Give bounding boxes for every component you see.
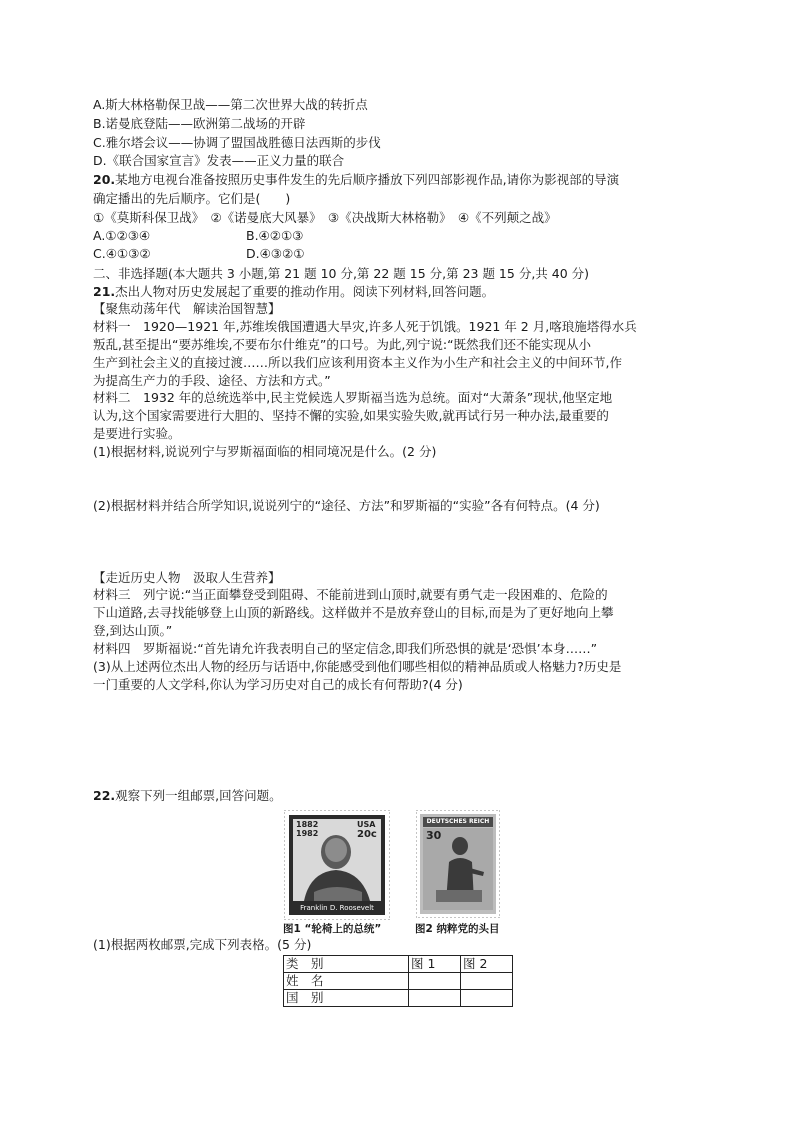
q21-material3-line3: 登,到达山顶。” bbox=[93, 623, 173, 638]
q21-intro-text: 杰出人物对历史发展起了重要的推动作用。阅读下列材料,回答问题。 bbox=[115, 284, 495, 299]
q19-option-d: D.《联合国家宣言》发表——正义力量的联合 bbox=[93, 153, 345, 168]
stamp1-year-top: 1882 bbox=[296, 820, 319, 829]
table-header-category: 类 别 bbox=[284, 956, 409, 973]
q21-material2-line3: 是要进行实验。 bbox=[93, 426, 181, 441]
stamp1-name: Franklin D. Roosevelt bbox=[300, 904, 374, 912]
q21-material4: 材料四 罗斯福说:“首先请允许我表明自己的坚定信念,即我们所恐惧的就是‘恐惧’本身……” bbox=[93, 641, 598, 656]
q20-stem-line2: 确定播出的先后顺序。它们是( ) bbox=[93, 191, 291, 206]
q20-option-b: B.④②①③ bbox=[246, 228, 304, 243]
q20-films: ①《莫斯科保卫战》 ②《诺曼底大风暴》 ③《决战斯大林格勒》 ④《不列颠之战》 bbox=[93, 210, 557, 225]
q21-material2-line2: 认为,这个国家需要进行大胆的、坚持不懈的实验,如果实验失败,就再试行另一种办法,最重要的 bbox=[93, 408, 609, 423]
q21-material1-line1: 材料一 1920—1921 年,苏维埃俄国遭遇大旱灾,许多人死于饥饿。1921 年 2 月,喀琅施塔得水兵 bbox=[93, 319, 637, 334]
table-cell-country-fig1[interactable] bbox=[409, 990, 461, 1007]
table-cell-name-fig1[interactable] bbox=[409, 973, 461, 990]
q20-number: 20. bbox=[93, 172, 116, 187]
table-row bbox=[284, 990, 513, 1007]
stamp1-year-bottom: 1982 bbox=[296, 829, 319, 838]
stamp-roosevelt bbox=[284, 810, 390, 920]
stamp2-country: DEUTSCHES REICH bbox=[426, 818, 490, 825]
q22-number: 22. bbox=[93, 788, 116, 803]
table-cell-country-fig2[interactable] bbox=[461, 990, 513, 1007]
q22-stem-text: 观察下列一组邮票,回答问题。 bbox=[115, 788, 282, 803]
section2-header: 二、非选择题(本大题共 3 小题,第 21 题 10 分,第 22 题 15 分,第 23 题 15 分,共 40 分) bbox=[93, 266, 590, 281]
table-row-label-name: 姓 名 bbox=[284, 973, 409, 990]
table-header-fig2: 图 2 bbox=[461, 956, 513, 973]
stamp2-caption: 图2 纳粹党的头目 bbox=[415, 923, 500, 935]
stamp-reich bbox=[416, 810, 500, 918]
q20-stem-line1 bbox=[93, 172, 619, 188]
q22-sub1: (1)根据两枚邮票,完成下列表格。(5 分) bbox=[93, 937, 312, 952]
q20-option-d: D.④③②① bbox=[246, 246, 305, 261]
q19-option-b: B.诺曼底登陆——欧洲第二战场的开辟 bbox=[93, 116, 306, 131]
q21-material1-line3: 生产到社会主义的直接过渡……所以我们应该利用资本主义作为小生产和社会主义的中间环节,作 bbox=[93, 355, 622, 370]
q21-intro bbox=[93, 284, 494, 300]
table-row-label-country: 国 别 bbox=[284, 990, 409, 1007]
q19-option-c: C.雅尔塔会议——协调了盟国战胜德日法西斯的步伐 bbox=[93, 135, 381, 150]
q21-material1-line4: 为提高生产力的手段、途径、方法和方式。” bbox=[93, 373, 331, 388]
stamp1-country: USA bbox=[357, 820, 376, 829]
table-header-row bbox=[284, 956, 513, 973]
stamp1-value: 20c bbox=[357, 829, 377, 840]
q21-sub2: (2)根据材料并结合所学知识,说说列宁的“途径、方法”和罗斯福的“实验”各有何特点。(4 分) bbox=[93, 498, 600, 513]
stamp1-caption: 图1 “轮椅上的总统” bbox=[283, 923, 382, 935]
table-header-fig1: 图 1 bbox=[409, 956, 461, 973]
q21-material1-line2: 叛乱,甚至提出“要苏维埃,不要布尔什维克”的口号。为此,列宁说:“既然我们还不能实现从小 bbox=[93, 337, 592, 352]
q21-number: 21. bbox=[93, 284, 116, 299]
q22-stem bbox=[93, 788, 282, 804]
q21-sub3-line2: 一门重要的人文学科,你认为学习历史对自己的成长有何帮助?(4 分) bbox=[93, 677, 463, 692]
q21-material2-line1: 材料二 1932 年的总统选举中,民主党候选人罗斯福当选为总统。面对“大萧条”现状,他坚定地 bbox=[93, 390, 613, 405]
q19-option-a: A.斯大林格勒保卫战——第二次世界大战的转折点 bbox=[93, 97, 368, 112]
q21-material3-line2: 下山道路,去寻找能够登上山顶的新路线。这样做并不是放弃登山的目标,而是为了更好地向上攀 bbox=[93, 605, 614, 620]
q20-stem-text: 某地方电视台准备按照历史事件发生的先后顺序播放下列四部影视作品,请你为影视部的导演 bbox=[115, 172, 620, 187]
q21-theme1: 【聚焦动荡年代 解读治国智慧】 bbox=[93, 301, 281, 316]
table-cell-name-fig2[interactable] bbox=[461, 973, 513, 990]
q21-sub1: (1)根据材料,说说列宁与罗斯福面临的相同境况是什么。(2 分) bbox=[93, 444, 437, 459]
q20-option-a: A.①②③④ bbox=[93, 228, 151, 243]
q21-material3-line1: 材料三 列宁说:“当正面攀登受到阻碍、不能前进到山顶时,就要有勇气走一段困难的、危险的 bbox=[93, 587, 608, 602]
q21-theme2: 【走近历史人物 汲取人生营养】 bbox=[93, 570, 281, 585]
stamp2-value: 30 bbox=[426, 829, 442, 842]
stamp-reich-image bbox=[416, 810, 500, 918]
stamp-info-table bbox=[283, 955, 513, 1007]
q20-option-c: C.④①③② bbox=[93, 246, 151, 261]
q21-sub3-line1: (3)从上述两位杰出人物的经历与话语中,你能感受到他们哪些相似的精神品质或人格魅力?历史是 bbox=[93, 659, 622, 674]
table-row bbox=[284, 973, 513, 990]
